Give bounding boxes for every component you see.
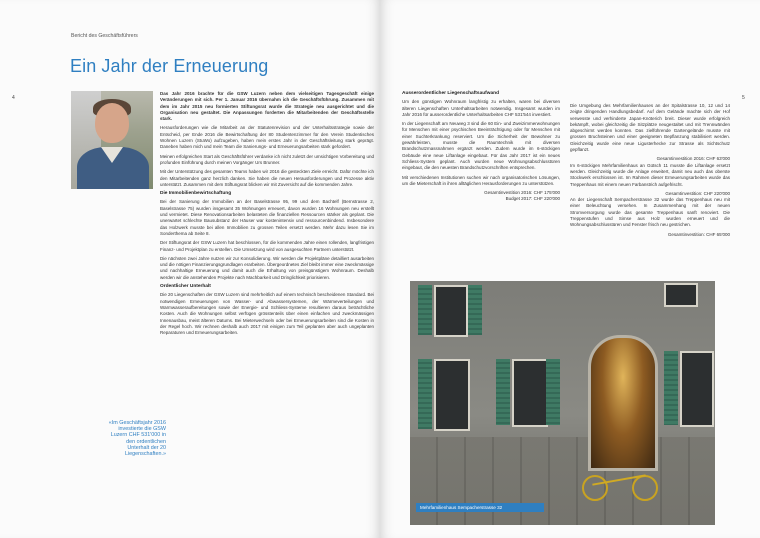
photo-shutter	[664, 351, 678, 425]
bicycle-wheel	[582, 475, 608, 501]
intro-column	[160, 91, 374, 339]
photo-shutter	[468, 285, 482, 335]
author-portrait	[71, 91, 153, 189]
portrait-face	[95, 103, 129, 143]
section-heading: Die Immobilienbewirtschaftung	[160, 191, 232, 197]
body-paragraph: In der Liegenschaft am Neuweg 3 sind die 60 Ein- und Zweizimmerwohnungen für Menschen mit einer psychischen Beeinträchtigung oder für Menschen mit einer Suchterkrankung reserviert. Um die Sicherheit der Bewohner zu gewährleisten, musste die Raumtechnik mit diversen Brandschutzmassnahmen ergänzt werden. Zudem wurde im 6-stöckigen Gebäude eine neue Liftanlage eingebaut. Für das Jahr 2017 ist ein neues Schliess-System geplant. Auch wurden neue Wohnungsabschlusstüren eingebaut, die den neuesten Brandschutzvorschriften entsprechen.	[402, 121, 560, 171]
photo-shutter	[418, 285, 432, 335]
photo-window	[512, 359, 548, 427]
photo-window	[664, 283, 698, 307]
pull-quote: «Im Geschäftsjahr 2016 investierte die GSW Luzern CHF 531'000 in den ordentlichen Unterhalt der 20 Liegenschaften.»	[106, 420, 166, 457]
section-heading: Ordentlicher Unterhalt	[160, 284, 211, 290]
body-paragraph: Die nächsten zwei Jahre nutzen wir zur Konsolidierung. Wir werden die Projektpläne detailliert ausarbeiten und die nötigen Finanzierungsgrundlagen erarbeiten. Übergeordnetes Ziel bleibt immer eine zweckmässige und nachhaltige Erneuerung und damit auch die Erhaltung von preisgünstigem Wohnraum. Deshalb werden wir die anstehenden Projekte nach Machbarkeit und Dringlichkeit priorisieren.	[160, 255, 374, 280]
page-number-right: 5	[742, 95, 745, 101]
photo-bicycle	[580, 469, 660, 497]
building-photo	[410, 281, 715, 525]
investment-total: Gesamtinvestition 2016: CHF 175'000	[484, 190, 560, 196]
budget-total: Budget 2017: CHF 220'000	[505, 196, 560, 202]
body-paragraph: Der Stiftungsrat der GSW Luzern hat beschlossen, für die kommenden Jahre einen rollenden, langfristigen Finanz- und Projektplan zu erstellen. Die Umsetzung wird von ausgesuchten Partnern unterstützt.	[160, 240, 374, 252]
body-paragraph: Um den günstigen Wohnraum langfristig zu erhalten, waren bei diversen älteren Liegenschaften Unterhaltsarbeiten notwendig. Insgesamt wurden im Jahr 2016 für ausserordentliche Unterhaltsarbeiten CHF 531'544 investiert.	[402, 99, 560, 117]
body-paragraph: Die Umgebung des Mehrfamilienhauses an der Spitalstrasse 10, 12 und 14 zeigte dringenden Handlungsbedarf. Auf dem Gelände machte sich der Hof verwesste und verhinderte Japan-Knöterich breit. Dieser wurde erfolgreich bekämpft, wobei gleichzeitig die Sitzplätze neugestaltet und mit Trennwänden abgeschirmt werden konnten. Das zielführende Gartengelände musste mit grossen Bruchsteinen und einer geeigneten Bepflanzung stabilisiert werden. Gleichzeitig wurde eine neue Ligusterhecke zur Strasse als Sichtschutz gepflanzt.	[570, 103, 730, 153]
page-number-left: 4	[12, 95, 15, 101]
lead-paragraph: Das Jahr 2016 brachte für die GSW Luzern neben dem vielseitigen Tagesgeschäft einige Veränderungen mit sich. Per 1. Januar 2016 übernahm ich die Geschäftsführung. Zusammen mit dem im Jahr 2015 neu formierten Stiftungsrat wurde die Strategie neu ausgerichtet und die Organisation neu gestaltet. Die Anpassungen forderten die Mitarbeitenden der Geschäftsstelle stark.	[160, 91, 374, 122]
investment-total: Gesamtinvestition 2016: CHF 63'000	[656, 156, 730, 162]
body-paragraph: Die 20 Liegenschaften der GSW Luzern sind mehrheitlich auf einem technisch bescheidenen Standard. Bei notwendigen Erneuerungen von Wasser- und Abwassersystemen, der Wärmeverteilungen und Warmwasseraufbereitungen sowie der Energie- und Schliess-Systeme resultieren daraus beträchtliche Kosten. Auch die Wohnungen selbst verfügen grösstenteils über einen einfachen und zweckmässigen Innenausbau, meist älteren Datums. Bei Mieterwechseln oder bei Erneuerungsarbeiten sind die Kosten in der Regel hoch. Wir rechnen deshalb auch 2017 mit einigen zum Teil geplanten aber auch ungeplanten Reparaturen und Erneuerungsarbeiten.	[160, 292, 374, 336]
body-paragraph: Im 6-stöckigen Mehrfamilienhaus an Gütsch 11 musste die Liftanlage ersetzt werden. Gleichzeitig wurde die Anlage erweitert, damit neu auch das oberste Stockwerk erschlossen ist. Im Rahmen dieser Erneuerungsarbeiten wurde das Treppenhaus mit einem neuen Farbanstrich aufgefrischt.	[570, 162, 730, 187]
section-heading: Ausserordentlicher Liegenschaftsaufwand	[402, 91, 500, 96]
page-title: Ein Jahr der Erneuerung	[70, 56, 269, 77]
photo-shutter	[496, 359, 510, 425]
left-text-column	[402, 91, 560, 203]
investment-total: Gesamtinvestition: CHF 220'000	[665, 190, 730, 196]
section-kicker: Bericht des Geschäftsführers	[71, 33, 138, 39]
photo-window	[680, 351, 714, 427]
right-text-column	[570, 103, 730, 238]
body-paragraph: An der Liegenschaft Sempacherstrasse 32 wurde das Treppenhaus neu mit einer Beleuchtung versehen. In Zusammenhang mit der neuen Stromversorgung wurde das gesamte Treppenhaus sanft renoviert. Die Treppenstufen und Simse aus Holz wurden erneuert und die Wohnungsabschlusstüren und Fenster frisch neu gestrichen.	[570, 197, 730, 228]
body-paragraph: Meinen erfolgreichen Start als Geschäftsführer verdanke ich nicht zuletzt der umsichtigen Vorbereitung und profunden Einführung durch meinen Vorgänger Urs Brunner.	[160, 153, 374, 165]
photo-shutter	[418, 359, 432, 429]
photo-window	[434, 285, 468, 337]
body-paragraph: Mit der Unterstützung des gesamten Teams haben wir 2016 die gesteckten Ziele erreicht. Dafür möchte ich den Mitarbeitenden ganz herzlich danken. Sie haben die neuen Herausforderungen und Prozesse aktiv unterstützt. Zusammen mit dem Stiftungsrat blicken wir mit Zuversicht auf die kommenden Jahre.	[160, 169, 374, 187]
body-paragraph: Mit verschiedenen Institutionen suchen wir nach organisatorischen Lösungen, um die Mieterschaft in ihren alltäglichen Herausforderungen zu unterstützen.	[402, 174, 560, 186]
photo-caption: Mehrfamilienhaus Sempacherstrasse 32	[416, 503, 544, 512]
body-paragraph: Herausforderungen wie die Mitarbeit an der Statutenrevision und der Unterhaltsstrategie sowie der Entscheid, per Ende 2016 die Bewirtschaftung der 80 Studentenzimmer für den Verein Studentisches Wohnen Luzern (StuWo) aufzugeben, haben mein erstes Jahr in der Geschäftsleitung stark geprägt. Daneben haben mich und mein Team die Sanierungs- und Erneuerungsarbeiten stark gefordert.	[160, 125, 374, 150]
photo-shutter	[546, 359, 560, 425]
photo-window	[434, 359, 470, 431]
body-paragraph: Bei der Sanierung der Immobilien an der Baselstrasse 95, 99 und dem Bachtelf (Bernstrasse 2, Baselstrasse 75) wurden insgesamt 35 Wohnungen erneuert, davon wurden 16 Wohnungen neu erstellt und vermietet. Diese Renovationsarbeiten belasteten die finanziellen Ressourcen stärker als geplant. Die unerwartet schlechte Bausubstanz der Häuser war kostenintensiv und ressourcenbindend. Insbesondere das Holzwerk musste bei allen Immobilien zu grossen Teilen ersetzt werden. Mehr dazu lesen Sie im Sonderthema ab Seite 8.	[160, 199, 374, 236]
photo-door	[588, 335, 658, 471]
investment-total: Gesamtinvestition: CHF 65'000	[667, 231, 730, 237]
right-page	[380, 0, 760, 538]
bicycle-wheel	[632, 475, 658, 501]
